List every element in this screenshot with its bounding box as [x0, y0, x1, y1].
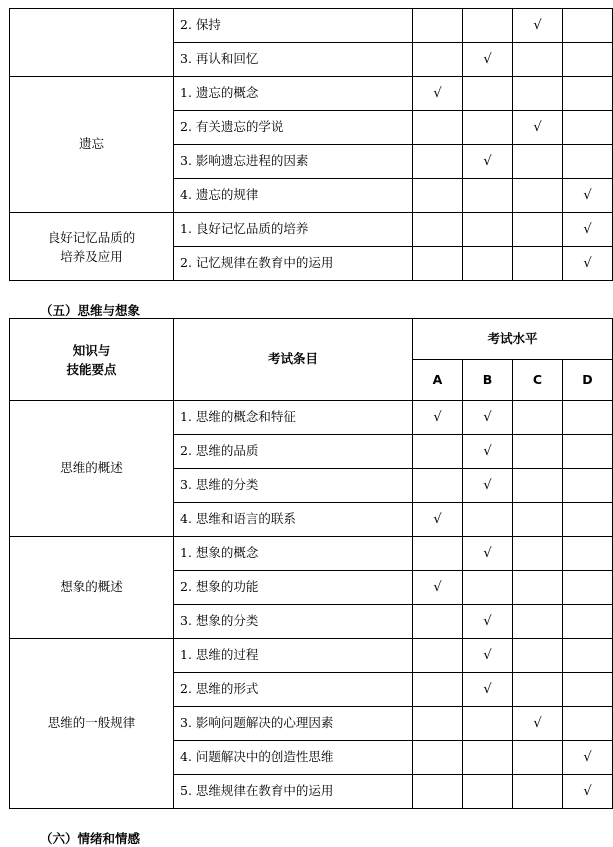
level-d-cell: [563, 401, 613, 435]
level-c-cell: [513, 77, 563, 111]
level-a-cell: [413, 111, 463, 145]
level-b-cell: [463, 741, 513, 775]
level-a-cell: √: [413, 571, 463, 605]
topic-cell: 思维的一般规律: [10, 639, 174, 809]
level-b-cell: [463, 77, 513, 111]
level-d-cell: √: [563, 775, 613, 809]
level-d-header: D: [563, 360, 613, 401]
item-cell: 3. 再认和回忆: [174, 43, 413, 77]
level-c-cell: [513, 179, 563, 213]
level-d-cell: [563, 435, 613, 469]
level-c-cell: [513, 775, 563, 809]
level-b-cell: [463, 503, 513, 537]
item-cell: 1. 思维的过程: [174, 639, 413, 673]
level-c-cell: [513, 571, 563, 605]
level-c-cell: [513, 43, 563, 77]
topic-line: 良好记忆品质的: [47, 229, 136, 245]
level-b-cell: [463, 775, 513, 809]
level-d-cell: √: [563, 247, 613, 281]
table-row: [10, 213, 613, 247]
topic-cell: 思维的概述: [10, 401, 174, 537]
level-d-cell: [563, 469, 613, 503]
table-header-row: [10, 319, 613, 360]
level-d-cell: √: [563, 741, 613, 775]
table-row: [10, 401, 613, 435]
table-row: [10, 537, 613, 571]
level-b-cell: √: [463, 605, 513, 639]
level-a-cell: [413, 673, 463, 707]
level-a-cell: [413, 179, 463, 213]
level-b-cell: [463, 179, 513, 213]
level-c-cell: [513, 213, 563, 247]
level-c-header: C: [513, 360, 563, 401]
level-d-cell: √: [563, 213, 613, 247]
level-c-cell: [513, 503, 563, 537]
item-cell: 2. 思维的品质: [174, 435, 413, 469]
level-c-cell: [513, 537, 563, 571]
item-cell: 2. 思维的形式: [174, 673, 413, 707]
topic-cell: 想象的概述: [10, 537, 174, 639]
level-d-cell: [563, 537, 613, 571]
item-cell: 5. 思维规律在教育中的运用: [174, 775, 413, 809]
level-d-cell: [563, 111, 613, 145]
section-title: （六）情绪和情感: [40, 831, 141, 846]
level-d-cell: [563, 571, 613, 605]
level-d-cell: [563, 77, 613, 111]
level-b-cell: [463, 571, 513, 605]
item-cell: 4. 思维和语言的联系: [174, 503, 413, 537]
level-b-cell: √: [463, 639, 513, 673]
item-cell: 2. 保持: [174, 9, 413, 43]
level-c-cell: [513, 435, 563, 469]
table-row: [10, 9, 613, 43]
topic-cell: [10, 9, 174, 77]
level-c-cell: [513, 401, 563, 435]
level-c-cell: [513, 469, 563, 503]
item-cell: 3. 影响问题解决的心理因素: [174, 707, 413, 741]
level-a-cell: [413, 741, 463, 775]
level-c-cell: [513, 605, 563, 639]
level-c-cell: [513, 247, 563, 281]
level-b-cell: √: [463, 537, 513, 571]
item-cell: 2. 想象的功能: [174, 571, 413, 605]
header-line: 知识与: [72, 342, 111, 358]
thinking-table: [9, 318, 613, 809]
level-b-cell: [463, 247, 513, 281]
level-d-cell: [563, 145, 613, 179]
item-cell: 1. 思维的概念和特征: [174, 401, 413, 435]
level-d-cell: √: [563, 179, 613, 213]
level-d-cell: [563, 43, 613, 77]
level-d-cell: [563, 707, 613, 741]
level-header: 考试水平: [413, 319, 613, 360]
level-c-cell: √: [513, 707, 563, 741]
level-b-cell: [463, 213, 513, 247]
item-cell: 1. 想象的概念: [174, 537, 413, 571]
item-cell: 2. 记忆规律在教育中的运用: [174, 247, 413, 281]
level-d-cell: [563, 605, 613, 639]
level-d-cell: [563, 9, 613, 43]
level-c-cell: √: [513, 111, 563, 145]
topic-line: 培养及应用: [60, 248, 123, 264]
item-cell: 3. 影响遗忘进程的因素: [174, 145, 413, 179]
level-a-cell: [413, 247, 463, 281]
level-a-cell: [413, 213, 463, 247]
level-b-cell: [463, 707, 513, 741]
level-c-cell: [513, 639, 563, 673]
level-a-cell: [413, 9, 463, 43]
level-a-cell: √: [413, 401, 463, 435]
knowledge-header: [10, 319, 174, 401]
item-cell: 4. 问题解决中的创造性思维: [174, 741, 413, 775]
level-c-cell: [513, 673, 563, 707]
level-b-cell: √: [463, 673, 513, 707]
level-a-cell: [413, 145, 463, 179]
level-a-cell: [413, 775, 463, 809]
level-a-cell: [413, 435, 463, 469]
item-cell: 3. 想象的分类: [174, 605, 413, 639]
level-d-cell: [563, 503, 613, 537]
level-b-cell: √: [463, 401, 513, 435]
level-a-cell: [413, 537, 463, 571]
table-row: [10, 639, 613, 673]
item-cell: 1. 遗忘的概念: [174, 77, 413, 111]
section-title: （五）思维与想象: [40, 303, 141, 318]
item-cell: 3. 思维的分类: [174, 469, 413, 503]
items-header: 考试条目: [174, 319, 413, 401]
item-cell: 4. 遗忘的规律: [174, 179, 413, 213]
table-row: [10, 77, 613, 111]
level-a-cell: [413, 43, 463, 77]
level-a-cell: [413, 707, 463, 741]
level-a-cell: [413, 605, 463, 639]
memory-table: [9, 8, 613, 281]
level-d-cell: [563, 673, 613, 707]
topic-cell: [10, 213, 174, 281]
level-b-cell: √: [463, 43, 513, 77]
level-a-cell: [413, 639, 463, 673]
level-c-cell: √: [513, 9, 563, 43]
level-c-cell: [513, 145, 563, 179]
level-d-cell: [563, 639, 613, 673]
level-a-cell: √: [413, 503, 463, 537]
level-b-cell: [463, 111, 513, 145]
topic-cell: 遗忘: [10, 77, 174, 213]
level-a-header: A: [413, 360, 463, 401]
level-b-cell: √: [463, 145, 513, 179]
item-cell: 2. 有关遗忘的学说: [174, 111, 413, 145]
level-a-cell: √: [413, 77, 463, 111]
header-line: 技能要点: [66, 361, 117, 377]
item-cell: 1. 良好记忆品质的培养: [174, 213, 413, 247]
level-b-header: B: [463, 360, 513, 401]
level-b-cell: √: [463, 469, 513, 503]
level-a-cell: [413, 469, 463, 503]
level-b-cell: [463, 9, 513, 43]
level-c-cell: [513, 741, 563, 775]
level-b-cell: √: [463, 435, 513, 469]
